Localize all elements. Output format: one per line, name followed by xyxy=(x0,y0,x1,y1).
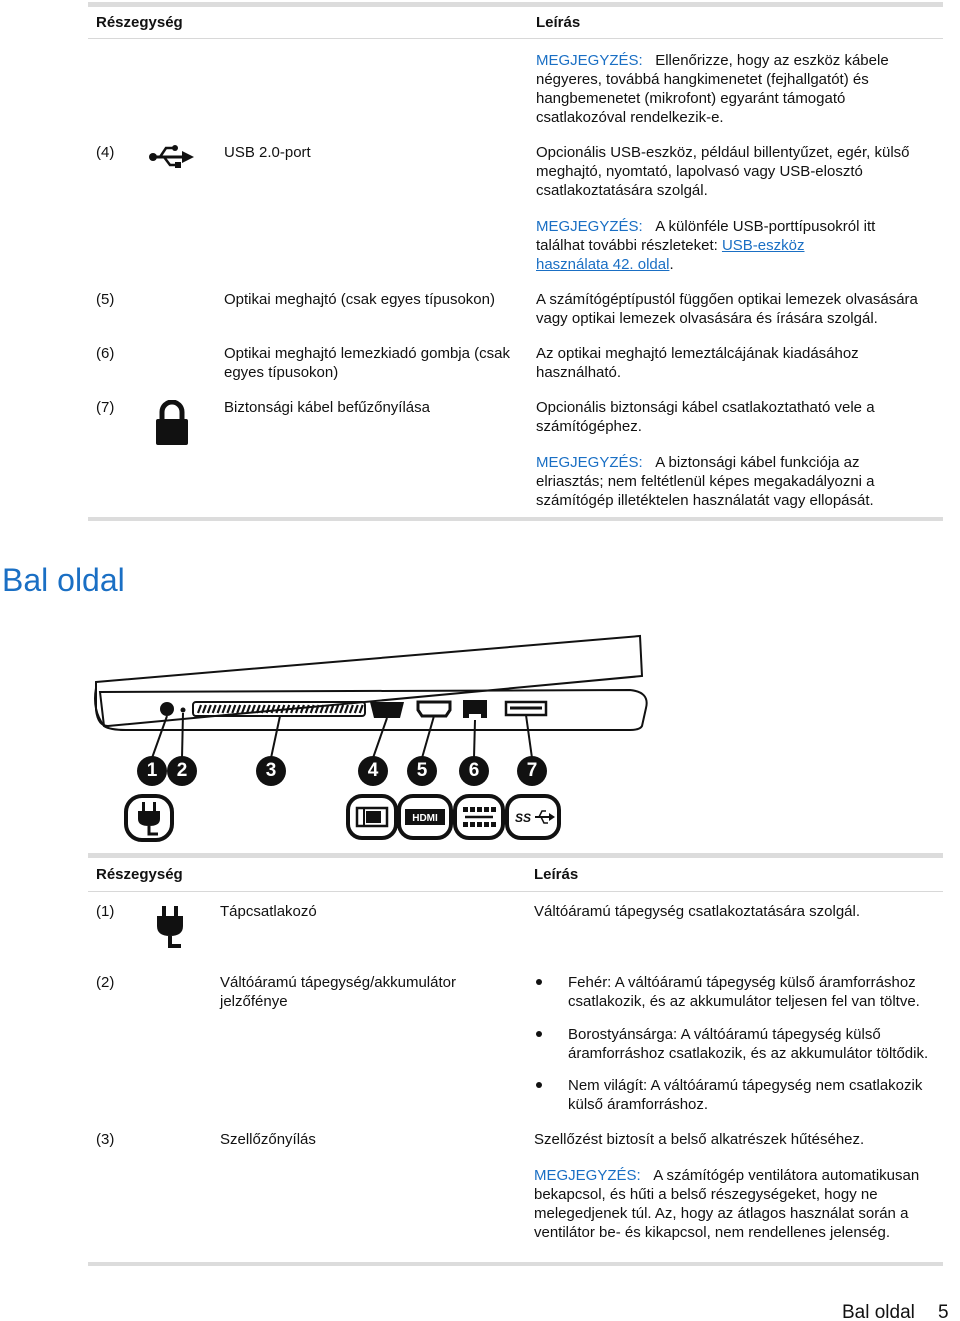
callout-7: 7 xyxy=(517,756,547,786)
table2-header-component: Részegység xyxy=(96,866,183,883)
callout-3: 3 xyxy=(256,756,286,786)
vent-slot xyxy=(203,705,206,713)
note-label: MEGJEGYZÉS: xyxy=(536,454,643,471)
vent-slot xyxy=(276,705,279,713)
component-name: Váltóáramú tápegység/akkumulátor jelzőfénye xyxy=(220,974,456,1010)
ethernet-icon xyxy=(453,794,505,840)
table1-top-note: MEGJEGYZÉS: Ellenőrizze, hogy az eszköz kábele négyeres, továbbá hangkimenetet (fejhallgatót) és hangbemenetet (mikrofont) egyaránt támogató csatlakozóval rendelkezik-e. xyxy=(536,52,889,126)
component-description: Az optikai meghajtó lemeztálcájának kiadásához használható. xyxy=(536,345,859,381)
vent-slot xyxy=(345,705,348,713)
row-number: (2) xyxy=(96,974,115,991)
component-description: A számítógéptípustól függően optikai lemezek olvasására vagy optikai lemezek olvasására és írására szolgál. xyxy=(536,291,918,327)
component-name: Optikai meghajtó lemezkiadó gombja (csak egyes típusokon) xyxy=(224,345,510,381)
component-name: Biztonsági kábel befűzőnyílása xyxy=(224,399,430,416)
vent-slot xyxy=(350,705,353,713)
vent-slot xyxy=(291,705,294,713)
vent-slot xyxy=(355,705,358,713)
vent-slot xyxy=(360,705,363,713)
vent-slot xyxy=(242,705,245,713)
vent-slot xyxy=(223,705,226,713)
vent-slot xyxy=(296,705,299,713)
callout-2: 2 xyxy=(167,756,197,786)
security-note: MEGJEGYZÉS: A biztonsági kábel funkciója az elriasztás; nem feltétlenül képes megakadályozni a számítógép illetéktelen használatát vagy ellopását. xyxy=(536,454,875,509)
vent-slot xyxy=(286,705,289,713)
table1-header-description: Leírás xyxy=(536,14,581,31)
callout-5: 5 xyxy=(407,756,437,786)
hdmi-icon xyxy=(397,794,453,840)
bullet xyxy=(536,1082,542,1088)
component-description: Szellőzést biztosít a belső alkatrészek hűtéséhez. xyxy=(534,1131,865,1148)
page-number: 5 xyxy=(938,1302,949,1321)
bullet xyxy=(536,979,542,985)
vent-slot xyxy=(340,705,343,713)
note-label: MEGJEGYZÉS: xyxy=(536,218,643,235)
component-name: Optikai meghajtó (csak egyes típusokon) xyxy=(224,291,495,308)
component-name: Tápcsatlakozó xyxy=(220,903,317,920)
vent-slot xyxy=(330,705,333,713)
usb-device-link[interactable]: USB-eszköz xyxy=(721,237,805,254)
table2-header-rule xyxy=(88,891,943,892)
laptop-lid xyxy=(96,636,642,726)
power-plug-icon xyxy=(124,794,174,842)
component-name: Szellőzőnyílás xyxy=(220,1131,316,1148)
list-item: Borostyánsárga: A váltóáramú tápegység külső áramforráshoz csatlakozik, és az akkumulátor töltődik. xyxy=(568,1026,929,1062)
usb3-icon xyxy=(505,794,561,840)
lock-icon xyxy=(155,400,189,446)
note-label: MEGJEGYZÉS: xyxy=(536,52,643,69)
component-description: Opcionális USB-eszköz, például billentyűzet, egér, külső meghajtó, nyomtató, lapolvasó vagy USB-elosztó csatlakoztatására szolgál. xyxy=(536,144,910,199)
vent-slot xyxy=(301,705,304,713)
row-number: (6) xyxy=(96,345,115,362)
table1-bottom-rule xyxy=(88,517,943,521)
row-number: (4) xyxy=(96,144,115,161)
usb-icon xyxy=(148,144,196,170)
section-heading: Bal oldal xyxy=(2,562,125,598)
note-label: MEGJEGYZÉS: xyxy=(534,1167,641,1184)
vent-slot xyxy=(213,705,216,713)
list-item: Nem világít: A váltóáramú tápegység nem csatlakozik külső áramforráshoz. xyxy=(568,1077,923,1113)
component-name: USB 2.0-port xyxy=(224,144,311,161)
usb-device-page-link[interactable]: használata 42. oldal xyxy=(536,256,670,273)
power-led xyxy=(181,708,186,713)
vent-slot xyxy=(227,705,230,713)
table1-header-rule xyxy=(88,38,943,39)
table2-top-rule xyxy=(88,853,943,858)
row-number: (3) xyxy=(96,1131,115,1148)
usb3-icon-label: SS xyxy=(514,811,532,825)
vent-slot xyxy=(281,705,284,713)
usb-note: MEGJEGYZÉS: A különféle USB-porttípusokról itt találhat további részleteket: USB-eszköz használata 42. oldal. xyxy=(536,218,876,273)
vga-port xyxy=(370,702,404,718)
component-description: Opcionális biztonsági kábel csatlakoztatható vele a számítógéphez. xyxy=(536,399,875,435)
vent-slot xyxy=(306,705,309,713)
vga-icon xyxy=(346,794,398,840)
component-description: Váltóáramú tápegység csatlakoztatására szolgál. xyxy=(534,903,861,920)
row-number: (5) xyxy=(96,291,115,308)
vent-slot xyxy=(272,705,275,713)
bullet xyxy=(536,1031,542,1037)
table-top-rule xyxy=(88,2,943,7)
table2-header-description: Leírás xyxy=(534,866,579,883)
vent-slot xyxy=(335,705,338,713)
callout-1: 1 xyxy=(137,756,167,786)
vent-slot xyxy=(237,705,240,713)
table1-header-component: Részegység xyxy=(96,14,183,31)
power-plug-icon xyxy=(153,904,187,950)
vent-slot xyxy=(208,705,211,713)
table2-bottom-rule xyxy=(88,1262,943,1266)
row-number: (7) xyxy=(96,399,115,416)
vent-slot xyxy=(232,705,235,713)
list-item: Fehér: A váltóáramú tápegység külső áramforráshoz csatlakozik, és az akkumulátor teljesen fel van töltve. xyxy=(568,974,920,1010)
power-connector xyxy=(160,702,174,716)
row-number: (1) xyxy=(96,903,115,920)
vent-note: MEGJEGYZÉS: A számítógép ventilátora automatikusan bekapcsol, és hűti a belső részegységeket, hogy ne melegedjenek túl. Az, hogy az átlagos használat során a ventilátor be- és kikapcsol, nem rendellenes jelenség. xyxy=(534,1167,920,1241)
footer-section-title: Bal oldal xyxy=(842,1302,915,1321)
vent-slot xyxy=(198,705,201,713)
callout-6: 6 xyxy=(459,756,489,786)
hdmi-icon-label: HDMI xyxy=(412,813,438,824)
vent-slot xyxy=(218,705,221,713)
callout-4: 4 xyxy=(358,756,388,786)
hdmi-port xyxy=(418,702,450,716)
